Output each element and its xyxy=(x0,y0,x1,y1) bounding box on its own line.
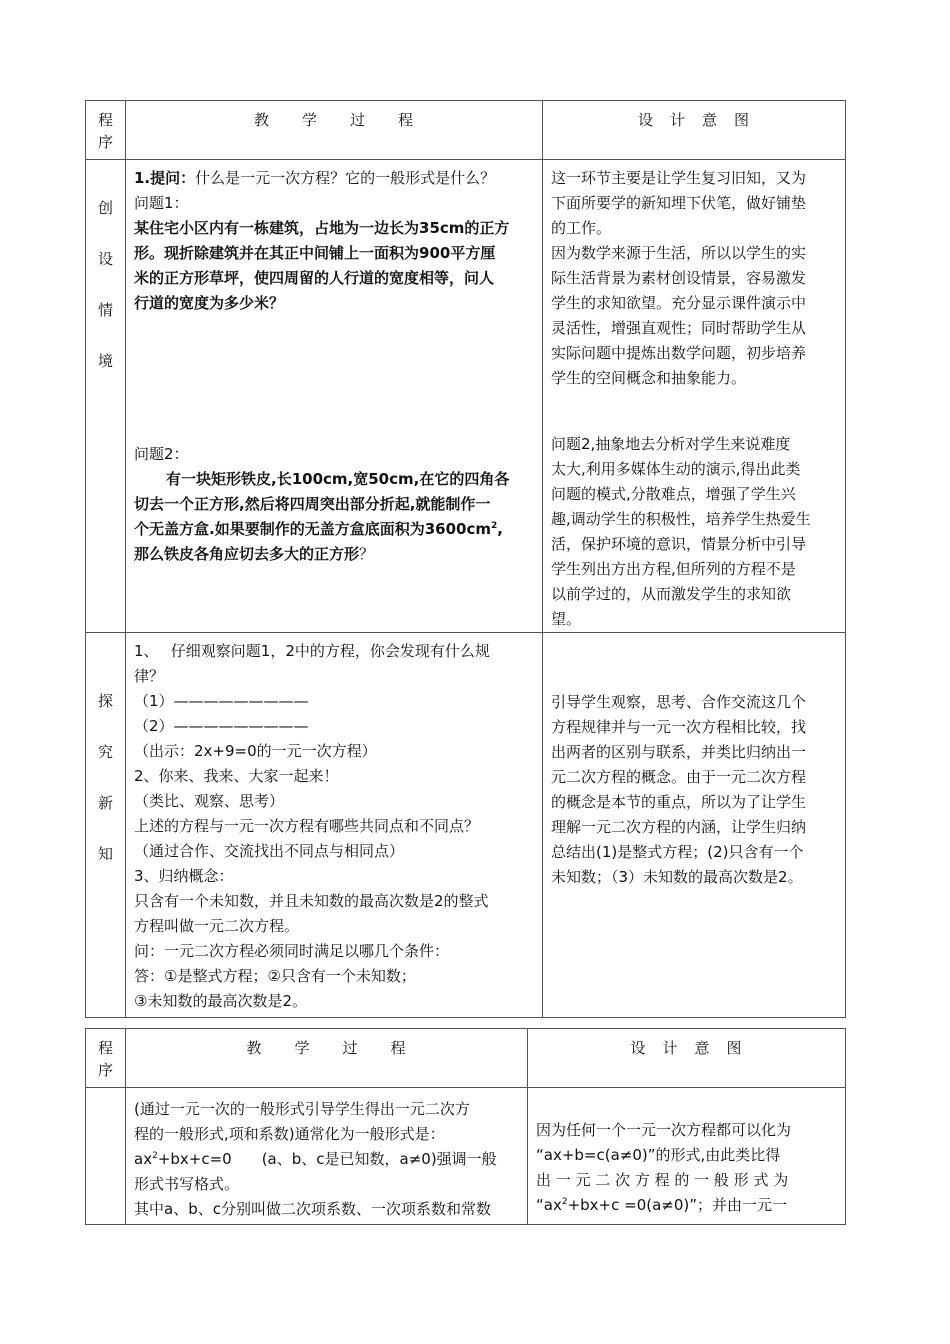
design-cell-explore xyxy=(543,633,846,1018)
design-line: 这一环节主要是让学生复习旧知，又为 xyxy=(551,169,807,187)
header-sequence xyxy=(86,101,126,160)
problem2-text-line: 那么铁皮各角应切去多大的正方形？ xyxy=(134,545,375,563)
problem1-label: 问题1： xyxy=(134,194,189,212)
table-header-row xyxy=(86,1029,846,1088)
design-line: 学生列出方出方程,但所列的方程不是 xyxy=(551,560,796,578)
process-line: （出示：2x+9=0的一元一次方程） xyxy=(134,742,377,760)
section-char: 知 xyxy=(97,845,113,863)
problem2-text-line: 个无盖方盒.如果要制作的无盖方盒底面积为$3600cm^2$, xyxy=(134,520,503,538)
design-line: 的工作。 xyxy=(551,219,612,237)
section-char: 情 xyxy=(97,301,113,319)
design-line: “ax+b=c(a≠0)”的形式,由此类比得 xyxy=(536,1146,781,1164)
problem1-text-line: 米的正方形草坪，使四周留的人行道的宽度相等，问人 xyxy=(134,269,495,287)
process-line: 2、你来、我来、大家一起来！ xyxy=(134,767,339,785)
design-line: 际生活背景为素材创设情景，容易激发 xyxy=(551,269,807,287)
design-line: 活，保护环境的意识，情景分析中引导 xyxy=(551,535,807,553)
section-char: 设 xyxy=(97,250,113,268)
section-char: 探 xyxy=(97,692,113,710)
section-char: 新 xyxy=(97,794,113,812)
process-line: （2）————————— xyxy=(134,717,309,735)
process-line: (通过一元一次的一般形式引导学生得出一元二次方 xyxy=(134,1100,470,1118)
process-line: ③未知数的最高次数是2。 xyxy=(134,992,307,1010)
process-line: 形式书写格式。 xyxy=(134,1175,240,1193)
design-line: 出两者的区别与联系，并类比归纳出一 xyxy=(551,743,807,761)
design-line: 望。 xyxy=(551,610,582,628)
process-line: 程的一般形式,项和系数)通常化为一般形式是： xyxy=(134,1125,445,1143)
header-sequence-char: 序 xyxy=(97,133,113,151)
process-line: 其中a、b、c分别叫做二次项系数、一次项系数和常数 xyxy=(134,1200,491,1218)
header-design-intent: 设 计 意 图 xyxy=(543,101,846,160)
problem1-text-line: 行道的宽度为多少米？ xyxy=(134,294,285,312)
problem1-text-line: 某住宅小区内有一栋建筑，占地为一边长为35cm的正方 xyxy=(134,219,510,237)
process-line: 律？ xyxy=(134,667,165,685)
process-line: 上述的方程与一元一次方程有哪些共同点和不同点？ xyxy=(134,817,480,835)
process-cell-create xyxy=(126,160,543,633)
process-line: （通过合作、交流找出不同点与相同点） xyxy=(134,842,405,860)
row-general-form xyxy=(86,1088,846,1225)
question-line: 1.提问：什么是一元一次方程？它的一般形式是什么？ xyxy=(134,169,496,187)
problem2-text-line: 切去一个正方形,然后将四周突出部分折起,就能制作一 xyxy=(134,495,491,513)
process-line: 问：一元二次方程必须同时满足以哪几个条件： xyxy=(134,942,450,960)
problem1-text-line: 形。现折除建筑并在其正中间铺上一面积为900平方厘 xyxy=(134,244,496,262)
design-line: 因为任何一个一元一次方程都可以化为 xyxy=(536,1121,792,1139)
design-line: 实际问题中提炼出数学问题，初步培养 xyxy=(551,344,807,362)
row-create-scenario xyxy=(86,160,846,633)
table-header-row xyxy=(86,101,846,160)
design-line: 学生的空间概念和抽象能力。 xyxy=(551,369,747,387)
process-line: 只含有一个未知数，并且未知数的最高次数是2的整式 xyxy=(134,892,489,910)
design-line: 灵活性，增强直观性；同时帮助学生从 xyxy=(551,319,807,337)
design-line: 学生的求知欲望。充分显示课件演示中 xyxy=(551,294,807,312)
problem2-label: 问题2： xyxy=(134,445,189,463)
header-design-intent: 设 计 意 图 xyxy=(528,1029,846,1088)
design-line: “$ax^2+bx+c =0(a\ne 0)$”；并由一元一 xyxy=(536,1196,788,1214)
process-line: 方程叫做一元二次方程。 xyxy=(134,917,300,935)
header-sequence-char: 序 xyxy=(97,1061,113,1079)
header-teaching-process: 教 学 过 程 xyxy=(126,101,543,160)
design-line: 太大,利用多媒体生动的演示,得出此类 xyxy=(551,460,801,478)
design-line: 下面所要学的新知埋下伏笔，做好铺垫 xyxy=(551,194,807,212)
header-sequence-char: 程 xyxy=(97,1039,113,1057)
process-line: 3、归纳概念： xyxy=(134,867,234,885)
design-line: 问题的模式,分散难点，增强了学生兴 xyxy=(551,485,796,503)
design-line: 未知数；（3）未知数的最高次数是2。 xyxy=(551,868,803,886)
process-line: （类比、观察、思考） xyxy=(134,792,285,810)
design-line: 的概念是本节的重点，所以为了让学生 xyxy=(551,793,807,811)
design-line: 元二次方程的概念。由于一元二次方程 xyxy=(551,768,807,786)
process-line: （1）————————— xyxy=(134,692,309,710)
design-line: 引导学生观察，思考、合作交流这几个 xyxy=(551,693,807,711)
header-sequence-char: 程 xyxy=(97,111,113,129)
header-sequence xyxy=(86,1029,126,1088)
design-line: 问题2,抽象地去分析对学生来说难度 xyxy=(551,435,791,453)
lesson-table-2 xyxy=(85,1028,846,1225)
process-cell-explore xyxy=(126,633,543,1018)
process-line: 1、 仔细观察问题1，2中的方程，你会发现有什么规 xyxy=(134,642,490,660)
process-line: $ax^2+bx+c=0$ (a、b、c是已知数，a≠0)强调一般 xyxy=(134,1150,497,1168)
lesson-table-1 xyxy=(85,100,846,1018)
section-char: 境 xyxy=(97,352,113,370)
process-cell-general xyxy=(126,1088,528,1225)
section-label-create xyxy=(86,160,126,633)
design-line: 以前学过的，从而激发学生的求知欲 xyxy=(551,585,792,603)
design-line: 理解一元二次方程的内涵，让学生归纳 xyxy=(551,818,807,836)
section-char: 创 xyxy=(97,199,113,217)
design-line: 趣,调动学生的积极性，培养学生热爱生 xyxy=(551,510,811,528)
design-line: 出 一 元 二 次 方 程 的 一 般 形 式 为 xyxy=(536,1171,789,1189)
section-label-explore xyxy=(86,633,126,1018)
design-line: 总结出(1)是整式方程；(2)只含有一个 xyxy=(551,843,804,861)
problem2-text-line: 有一块矩形铁皮,长100cm,宽50cm,在它的四角各 xyxy=(166,470,510,488)
design-cell-general xyxy=(528,1088,846,1225)
design-line: 因为数学来源于生活，所以以学生的实 xyxy=(551,244,807,262)
section-char: 究 xyxy=(97,743,113,761)
row-explore-new xyxy=(86,633,846,1018)
section-label-empty xyxy=(86,1088,126,1225)
design-cell-create xyxy=(543,160,846,633)
design-line: 方程规律并与一元一次方程相比较，找 xyxy=(551,718,807,736)
process-line: 答：①是整式方程；②只含有一个未知数； xyxy=(134,967,416,985)
header-teaching-process: 教 学 过 程 xyxy=(126,1029,528,1088)
